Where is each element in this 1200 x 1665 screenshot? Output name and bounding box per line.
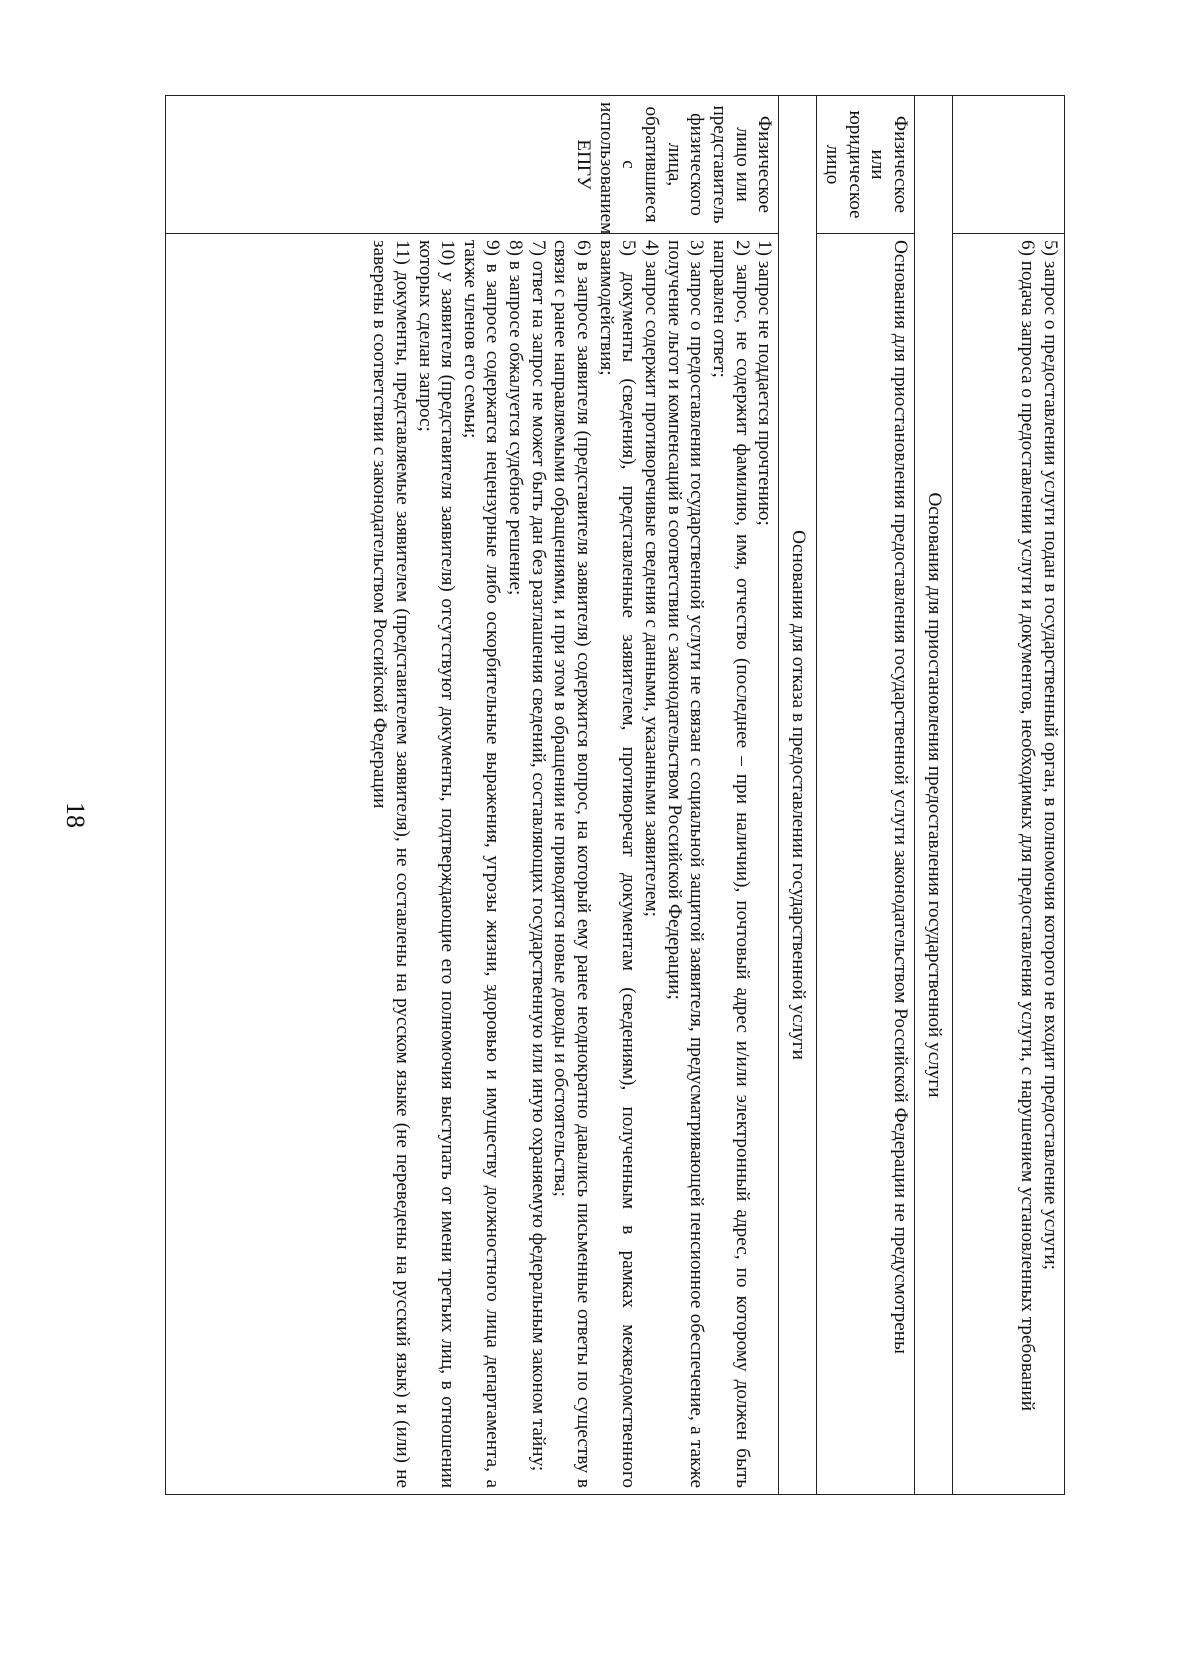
applicant-cell: Физическое лицо или представитель физического лица, обратившиеся с использованием ЕПГУ: [166, 96, 779, 234]
grounds-cell: [166, 234, 779, 1495]
list-item: 11) документы, представляемые заявителем (представителем заявителя), не составлены на русском языке (не переведены на русский язык) и (или) не заверены в соответствии с законодательством Российской Федерации: [369, 240, 413, 1488]
list-item: 9) в запросе содержатся нецензурные либо оскорбительные выражения, угрозы жизни, здоровью и имуществу должностного лица департамента, а также членов его семьи;: [459, 240, 504, 1488]
list-item: 8) в запросе обжалуется судебное решение;: [505, 240, 527, 596]
table-row: [953, 96, 1065, 1495]
list-item: 1) запрос не поддается прочтению;: [754, 240, 776, 526]
table-row: [779, 96, 817, 1495]
list-item: 2) запрос, не содержит фамилию, имя, отчество (последнее – при наличии), почтовый адрес и/или электронный адрес, по которому должен быть направлен ответ;: [709, 240, 753, 1488]
applicant-cell: Физическое или юридическое лицо: [817, 96, 915, 234]
list-item: 4) запрос содержит противоречивые сведения с данными, указанными заявителем;: [641, 240, 663, 917]
section-header-suspension: Основания для приостановления предоставления государственной услуги: [915, 96, 953, 1495]
list-item: 3) запрос о предоставлении государственной услуги не связан с социальной защитой заявителя, предусматривающей пенсионное обеспечение, а также получение льгот и компенсаций в соответствии с законодательством Российской Федерации;: [663, 240, 708, 1488]
list-item: 5) документы (сведения), представленные заявителем, противоречат документам (сведениям), полученным в рамках межведомственного взаимодействия;: [595, 240, 640, 1488]
rotated-document-table: [165, 95, 1065, 1495]
list-item: 5) запрос о предоставлении услуги подан в государственный орган, в полномочия которого не входит предоставление услуги;: [1040, 240, 1061, 1270]
grounds-table: [165, 95, 1065, 1495]
grounds-cell: Основания для приостановления предоставления государственной услуги законодательством Российской Федерации не предусмотрены: [817, 234, 915, 1495]
grounds-cell: [953, 234, 1065, 1495]
page-number: 18: [61, 802, 90, 828]
table-row: [166, 96, 779, 1495]
list-item: 6) подача запроса о предоставлении услуги и документов, необходимых для предоставления услуги, с нарушением установленных требований: [1017, 240, 1039, 1411]
list-item: 6) в запросе заявителя (представителя заявителя) содержится вопрос, на который ему ранее неоднократно давались письменные ответы по существу в связи с ранее направляемыми обращениями, и при этом в обращении не приводятся новые доводы и обстоятельства;: [550, 240, 595, 1488]
section-header-refusal: Основания для отказа в предоставлении государственной услуги: [779, 96, 817, 1495]
table-row: [915, 96, 953, 1495]
list-item: 10) у заявителя (представителя заявителя) отсутствуют документы, подтверждающие его полномочия выступать от имени третьих лиц, в отношении которых сделан запрос;: [414, 240, 459, 1488]
table-row: [817, 96, 915, 1495]
list-item: 7) ответ на запрос не может быть дан без разглашения сведений, составляющих государственную или иную охраняемую федеральным законом тайну;: [527, 240, 549, 1472]
applicant-cell: [953, 96, 1065, 234]
